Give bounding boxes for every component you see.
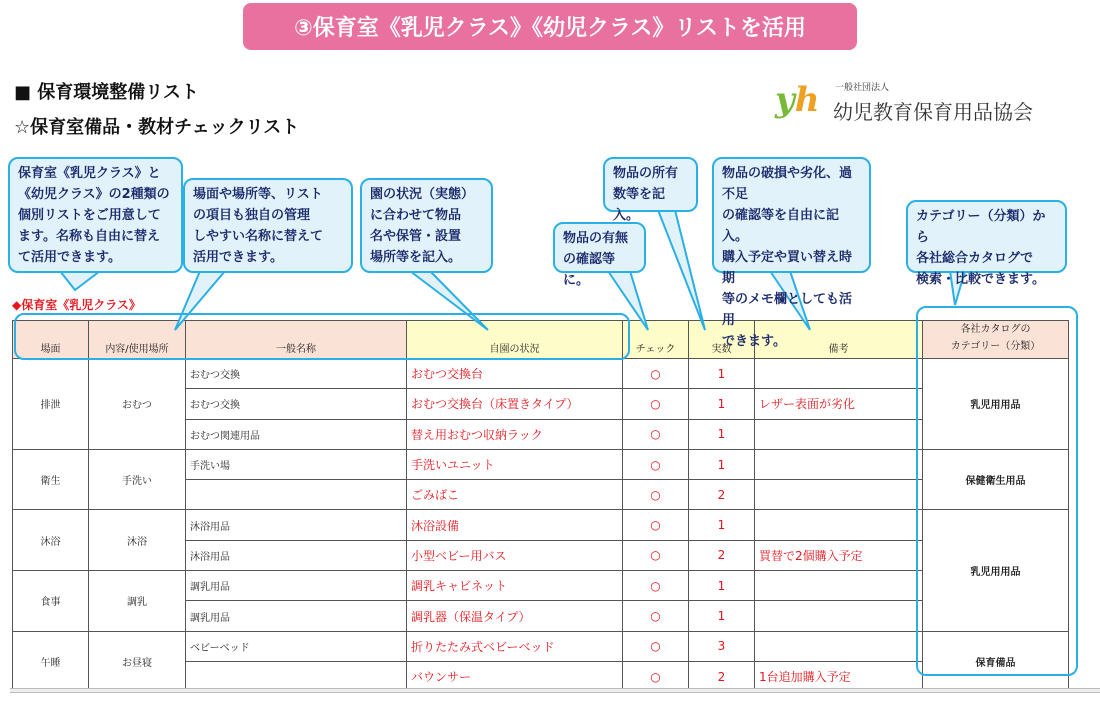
count-cell: 1 bbox=[689, 359, 755, 389]
notes-cell: 1台追加購入予定 bbox=[755, 661, 923, 691]
callout-class-lists: 保育室《乳児クラス》と 《幼児クラス》の2種類の 個別リストをご用意して ます。名称も自由に替え て活用できます。 bbox=[8, 157, 183, 273]
count-cell: 1 bbox=[689, 449, 755, 479]
check-cell: ○ bbox=[623, 601, 689, 631]
page-banner: ③保育室《乳児クラス》《幼児クラス》リストを活用 bbox=[243, 3, 857, 50]
count-cell: 3 bbox=[689, 631, 755, 661]
notes-cell: 買替で2個購入予定 bbox=[755, 540, 923, 570]
callout-category: カテゴリー（分類）から 各社総合カタログで 検索・比較できます。 bbox=[906, 200, 1067, 273]
category-highlight-outline bbox=[916, 306, 1078, 676]
count-cell: 1 bbox=[689, 571, 755, 601]
count-cell: 1 bbox=[689, 419, 755, 449]
logo-small-text: 一般社団法人 bbox=[835, 83, 890, 93]
status-cell: 小型ベビー用バス bbox=[407, 540, 623, 570]
status-cell: おむつ交換台 bbox=[407, 359, 623, 389]
count-cell: 1 bbox=[689, 389, 755, 419]
header-status: 自園の状況 bbox=[407, 321, 623, 359]
header-place: 内容/使用場所 bbox=[89, 321, 186, 359]
place-cell: 沐浴 bbox=[89, 510, 186, 571]
status-cell: 手洗いユニット bbox=[407, 449, 623, 479]
callout-status: 園の状況（実態） に合わせて物品 名や保管・設置 場所等を記入。 bbox=[360, 178, 493, 273]
category-cell: 乳児用用品 bbox=[923, 510, 1069, 631]
header-general-name: 一般名称 bbox=[186, 321, 407, 359]
place-cell: お昼寝 bbox=[89, 631, 186, 692]
category-cell: 保育備品 bbox=[923, 631, 1069, 692]
check-cell: ○ bbox=[623, 661, 689, 691]
count-cell: 2 bbox=[689, 540, 755, 570]
status-cell: 調乳器（保温タイプ） bbox=[407, 601, 623, 631]
status-cell: おむつ交換台（床置きタイプ） bbox=[407, 389, 623, 419]
callout-scene-place: 場面や場所等、リスト の項目も独自の管理 しやすい名称に替えて 活用できます。 bbox=[183, 178, 353, 273]
scene-cell: 衛生 bbox=[13, 449, 89, 510]
general-name-cell: ベビーベッド bbox=[186, 631, 407, 661]
callout-notes: 物品の破損や劣化、過不足 の確認等を自由に記入。 購入予定や買い替え時期 等のメモ欄としても活用 できます。 bbox=[712, 157, 871, 273]
list-heading: ■ 保育環境整備リスト bbox=[14, 82, 199, 103]
category-cell: 保健衛生用品 bbox=[923, 449, 1069, 510]
scene-cell: 食事 bbox=[13, 571, 89, 632]
status-cell: 折りたたみ式ベビーベッド bbox=[407, 631, 623, 661]
check-cell: ○ bbox=[623, 480, 689, 510]
logo-name: 幼児教育保育用品協会 bbox=[833, 100, 1033, 124]
general-name-cell: 調乳用品 bbox=[186, 601, 407, 631]
header-check: チェック bbox=[623, 321, 689, 359]
section-title: ◆保育室《乳児クラス》 bbox=[12, 298, 141, 312]
place-cell: 調乳 bbox=[89, 571, 186, 632]
place-cell: おむつ bbox=[89, 359, 186, 450]
status-cell: 調乳キャビネット bbox=[407, 571, 623, 601]
count-cell: 2 bbox=[689, 480, 755, 510]
list-subheading: ☆保育室備品・教材チェックリスト bbox=[14, 117, 300, 138]
header-scene: 場面 bbox=[13, 321, 89, 359]
general-name-cell: 調乳用品 bbox=[186, 571, 407, 601]
general-name-cell: おむつ交換 bbox=[186, 389, 407, 419]
check-cell: ○ bbox=[623, 449, 689, 479]
check-cell: ○ bbox=[623, 510, 689, 540]
check-cell: ○ bbox=[623, 540, 689, 570]
general-name-cell: おむつ交換 bbox=[186, 359, 407, 389]
check-cell: ○ bbox=[623, 359, 689, 389]
count-cell: 1 bbox=[689, 601, 755, 631]
header-category: 各社カタログの カテゴリー（分類） bbox=[923, 321, 1069, 359]
count-cell: 2 bbox=[689, 661, 755, 691]
place-cell: 手洗い bbox=[89, 449, 186, 510]
check-cell: ○ bbox=[623, 389, 689, 419]
header-count: 実数 bbox=[689, 321, 755, 359]
status-cell: 沐浴設備 bbox=[407, 510, 623, 540]
logo-mark-icon: yh bbox=[775, 80, 820, 120]
category-cell: 乳児用用品 bbox=[923, 359, 1069, 450]
status-cell: ごみばこ bbox=[407, 480, 623, 510]
scene-cell: 沐浴 bbox=[13, 510, 89, 571]
callout-check: 物品の有無 の確認等に。 bbox=[553, 222, 646, 273]
check-cell: ○ bbox=[623, 571, 689, 601]
header-highlight-outline bbox=[14, 313, 630, 360]
general-name-cell: おむつ関連用品 bbox=[186, 419, 407, 449]
count-cell: 1 bbox=[689, 510, 755, 540]
status-cell: 替え用おむつ収納ラック bbox=[407, 419, 623, 449]
scene-cell: 午睡 bbox=[13, 631, 89, 692]
notes-cell: レザー表面が劣化 bbox=[755, 389, 923, 419]
general-name-cell: 沐浴用品 bbox=[186, 510, 407, 540]
callout-count: 物品の所有 数等を記入。 bbox=[603, 157, 698, 212]
status-cell: バウンサー bbox=[407, 661, 623, 691]
check-cell: ○ bbox=[623, 631, 689, 661]
header-notes: 備考 bbox=[755, 321, 923, 359]
scene-cell: 排泄 bbox=[13, 359, 89, 450]
general-name-cell: 手洗い場 bbox=[186, 449, 407, 479]
general-name-cell: 沐浴用品 bbox=[186, 540, 407, 570]
check-cell: ○ bbox=[623, 419, 689, 449]
